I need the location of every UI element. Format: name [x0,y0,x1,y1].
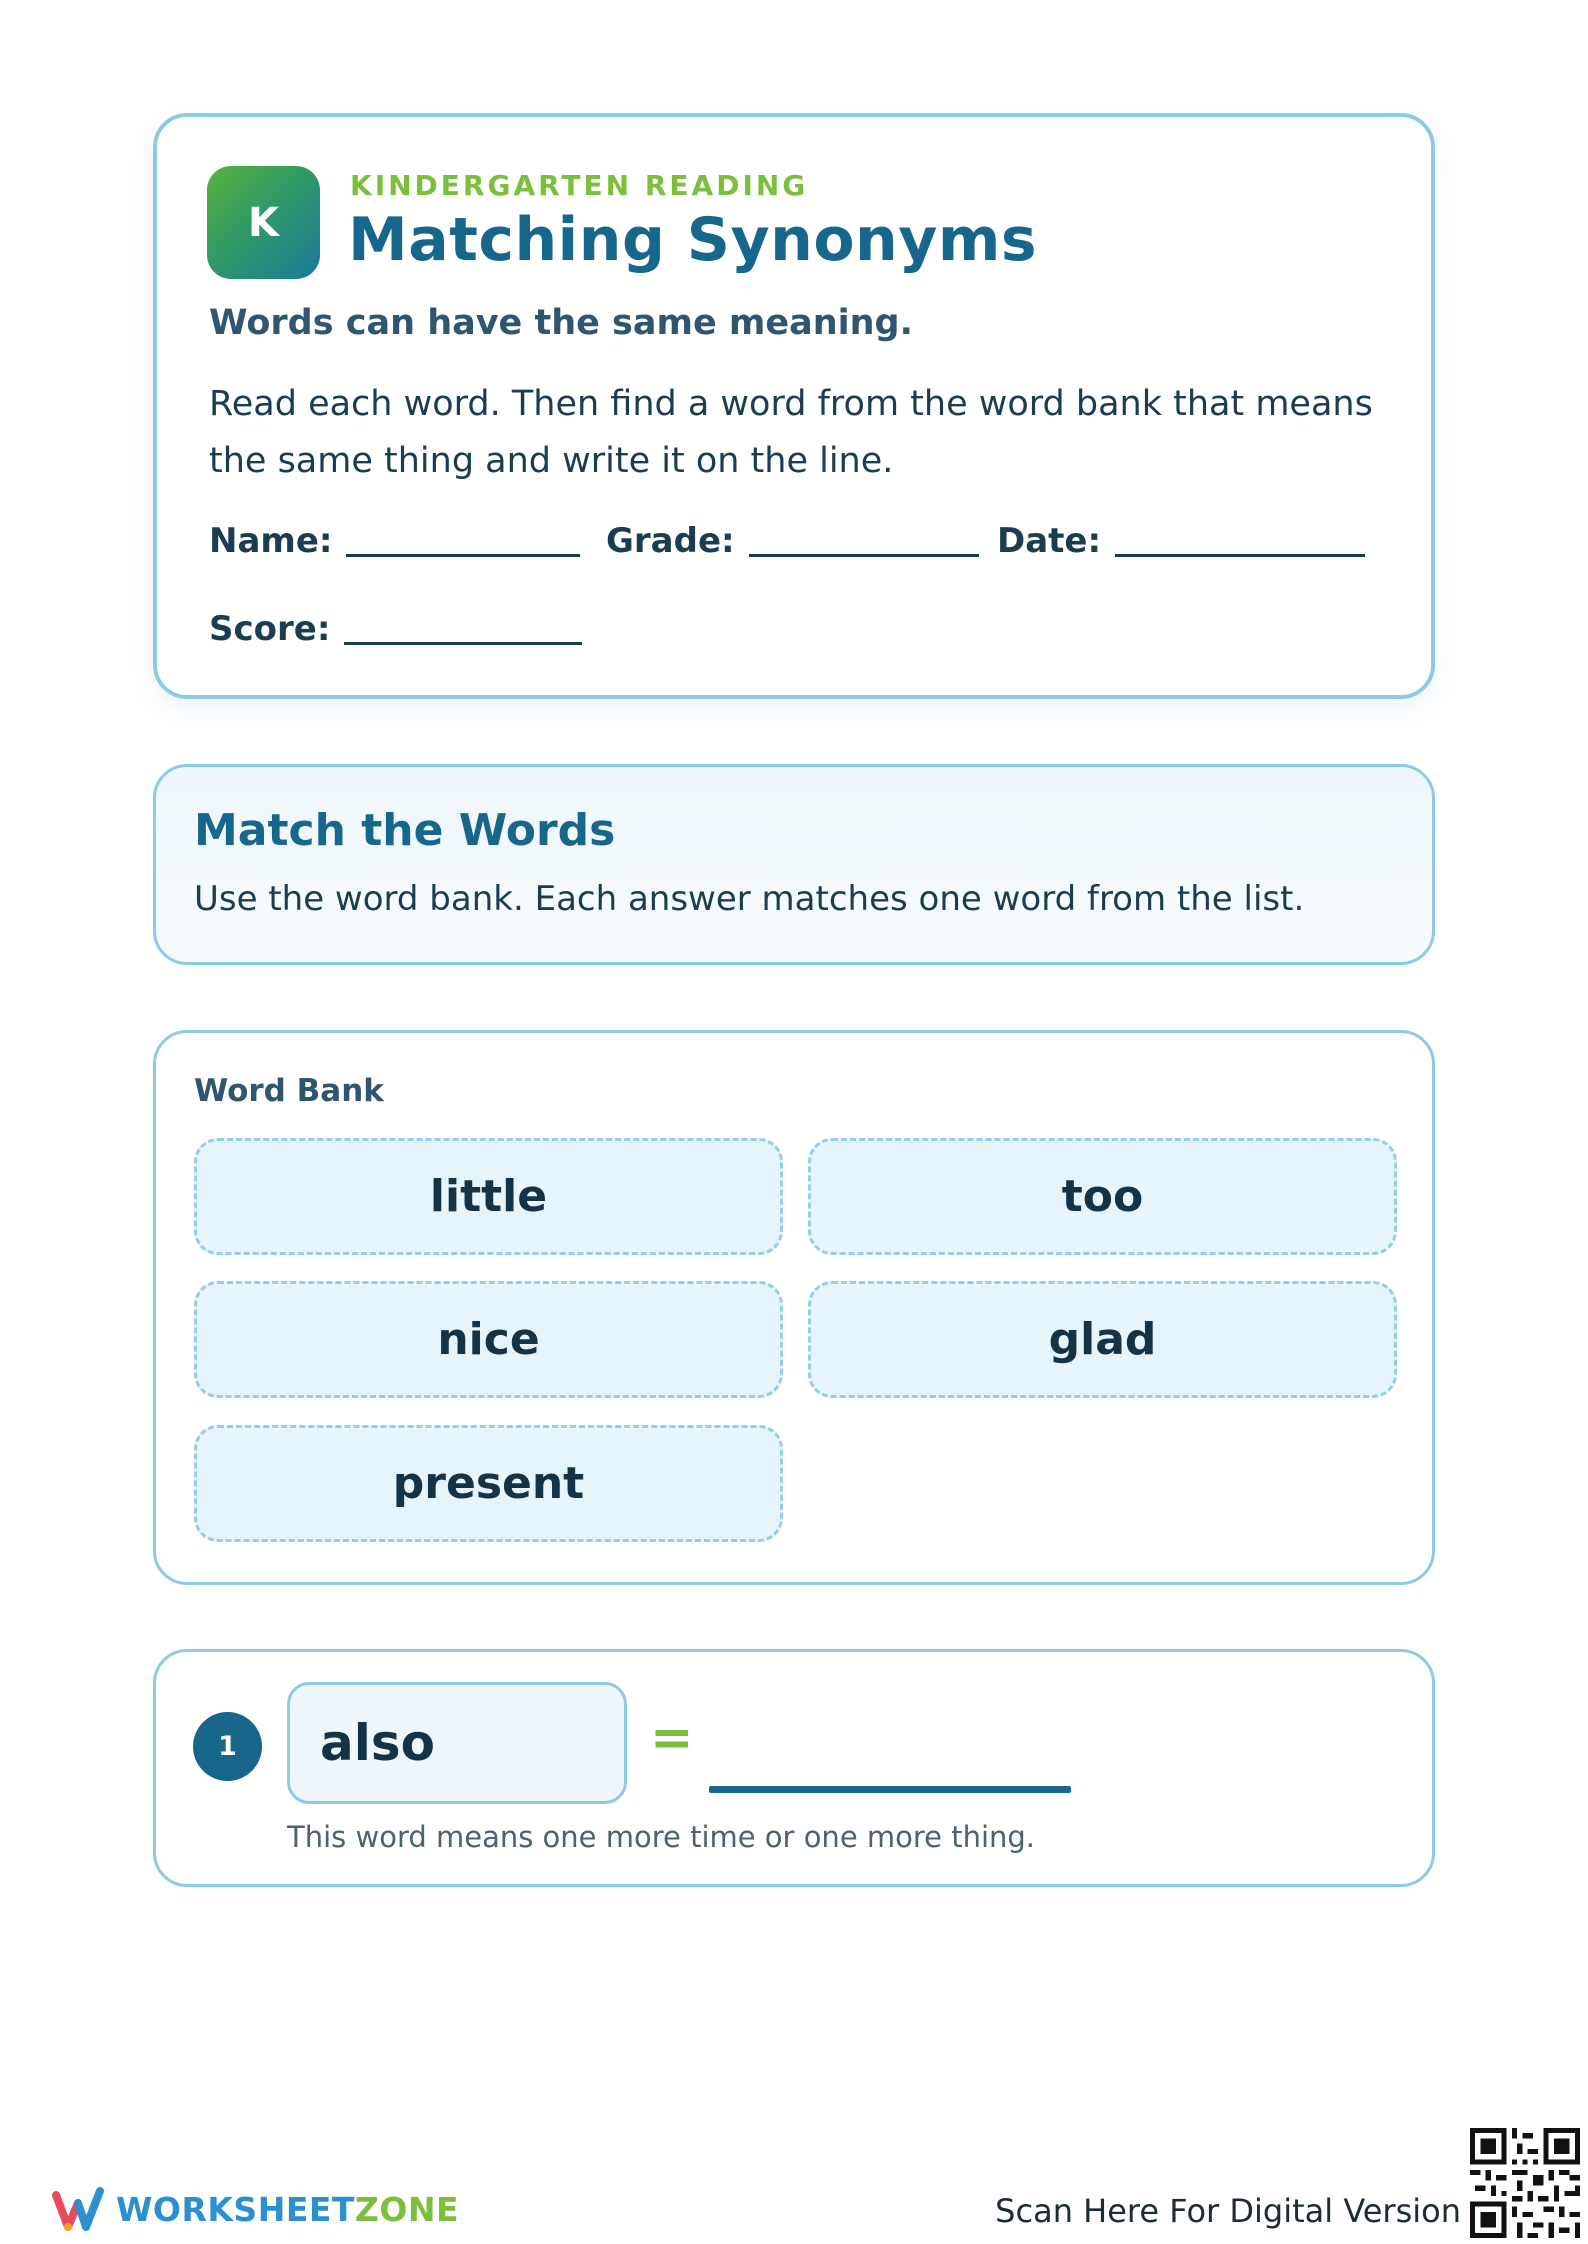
score-field[interactable] [209,609,582,649]
worksheetzone-logo-icon [50,2181,106,2237]
match-section-title: Match the Words [194,805,616,856]
word-bank-title: Word Bank [194,1073,384,1109]
grade-field[interactable] [606,521,979,561]
brand-name-part1: WORKSHEET [116,2189,355,2229]
word-bank-chip[interactable]: little [194,1138,783,1255]
grade-label: Grade: [606,521,735,561]
name-blank-line[interactable] [346,554,580,557]
question-hint: This word means one more time or one more thing. [287,1820,1036,1854]
date-label: Date: [997,521,1102,561]
equals-sign: = [650,1708,694,1768]
name-field[interactable] [209,521,580,561]
word-bank-card [153,1030,1435,1585]
instructions-text: Read each word. Then find a word from the word bank that means the same thing and write it on the line. [209,384,1373,481]
grade-badge [207,166,320,279]
brand-name-part2: ZONE [354,2189,460,2229]
worksheet-subtitle: Words can have the same meaning. [209,303,913,343]
match-section-description: Use the word bank. Each answer matches one word from the list. [194,879,1305,919]
header-card [153,113,1435,699]
subject-eyebrow: KINDERGARTEN READING [350,169,809,202]
worksheet-title: Matching Synonyms [348,205,1038,275]
date-field[interactable] [997,521,1365,561]
answer-line[interactable] [709,1786,1071,1793]
grade-badge-letter: K [248,199,279,246]
question-word-box: also [287,1682,627,1804]
brand-name [116,2190,459,2229]
scan-instruction: Scan Here For Digital Version [995,2192,1461,2230]
qr-code-icon[interactable] [1470,2128,1580,2238]
word-bank-chip[interactable]: present [194,1425,783,1542]
brand-logo[interactable] [50,2181,459,2237]
question-number-badge: 1 [193,1712,262,1781]
date-blank-line[interactable] [1115,554,1365,557]
match-section-card [153,764,1435,965]
word-bank-chip[interactable]: too [808,1138,1397,1255]
word-bank-chip[interactable]: nice [194,1281,783,1398]
word-bank-chip[interactable]: glad [808,1281,1397,1398]
score-blank-line[interactable] [344,642,582,645]
question-card [153,1649,1435,1887]
score-label: Score: [209,609,331,649]
name-label: Name: [209,521,333,561]
grade-blank-line[interactable] [749,554,979,557]
